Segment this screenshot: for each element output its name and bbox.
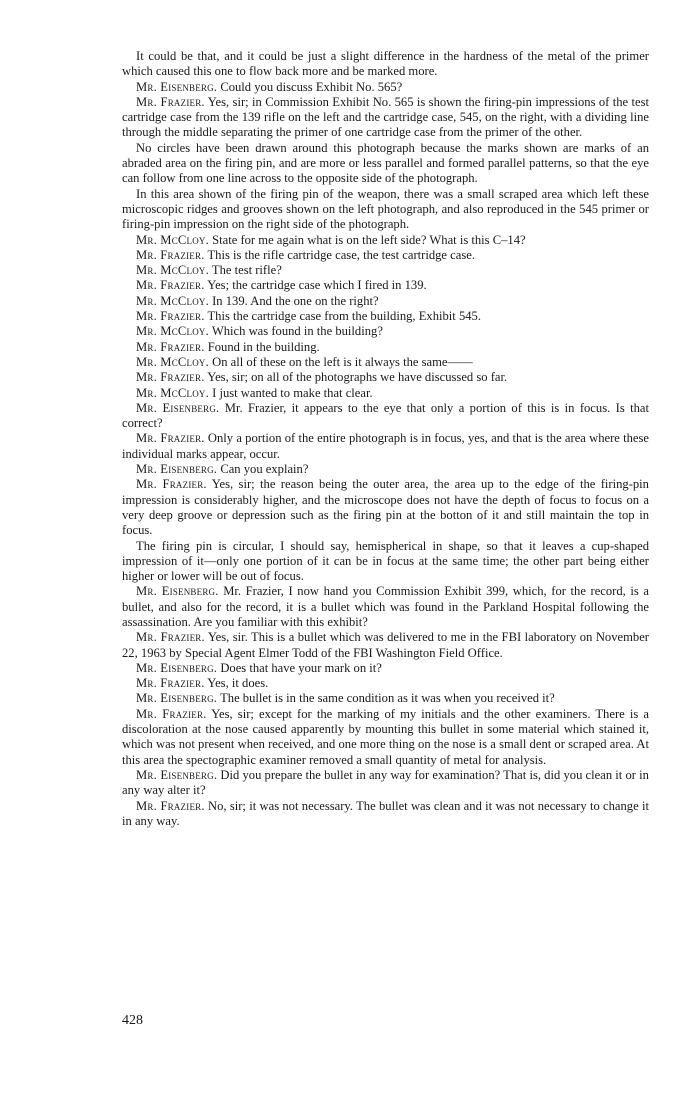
speaker-label: Mr. McCloy.: [136, 232, 209, 247]
testimony-paragraph: [122, 661, 649, 676]
testimony-paragraph: [122, 707, 649, 768]
testimony-paragraph: [122, 630, 649, 661]
speaker-label: Mr. Eisenberg.: [136, 584, 219, 599]
testimony-paragraph: [122, 95, 649, 141]
testimony-paragraph: [122, 263, 649, 278]
speaker-label: Mr. Frazier.: [136, 339, 205, 354]
speaker-label: Mr. Eisenberg.: [136, 462, 218, 477]
speaker-label: Mr. McCloy.: [136, 324, 209, 339]
paragraph-text: No, sir; it was not necessary. The bullet was clean and it was not necessary to change it in any way.: [122, 798, 649, 828]
paragraph-text: On all of these on the left is it always the same——: [212, 354, 473, 369]
paragraph-text: No circles have been drawn around this photograph because the marks shown are marks of an abraded area on the firing pin, and are more or less parallel and formed parallel patterns, so that the eye can follow from one line across to the opposite side of the photograph.: [122, 140, 649, 186]
paragraph-text: Yes, sir; in Commission Exhibit No. 565 is shown the firing-pin impressions of the test cartridge case from the 139 rifle on the left and the cartridge case, 545, on the right, with a dividing line through the middle separating the primer of one cartridge case from the primer of the other.: [122, 94, 649, 140]
testimony-paragraph: [122, 676, 649, 691]
testimony-paragraph: [122, 584, 649, 630]
testimony-paragraph: [122, 233, 649, 248]
paragraph-text: Yes, sir; on all of the photographs we have discussed so far.: [207, 370, 508, 385]
paragraph-text: Did you prepare the bullet in any way for examination? That is, did you clean it or in any way alter it?: [122, 767, 649, 798]
speaker-label: Mr. Frazier.: [136, 477, 207, 492]
paragraph-text: Only a portion of the entire photograph is in focus, yes, and that is the area where these individual marks appear, occur.: [122, 431, 649, 461]
page-number: 428: [122, 1013, 143, 1028]
speaker-label: Mr. Frazier.: [136, 630, 205, 645]
paragraph-text: This is the rifle cartridge case, the test cartridge case.: [207, 247, 475, 262]
speaker-label: Mr. Eisenberg.: [136, 79, 218, 94]
narrative-paragraph: [122, 539, 649, 585]
testimony-paragraph: [122, 278, 649, 293]
narrative-paragraph: [122, 49, 649, 80]
paragraph-text: The test rifle?: [211, 263, 282, 278]
speaker-label: Mr. Frazier.: [136, 94, 205, 109]
paragraph-text: State for me again what is on the left side? What is this C–14?: [212, 232, 526, 247]
paragraph-text: Does that have your mark on it?: [220, 660, 382, 675]
testimony-paragraph: [122, 294, 649, 309]
testimony-paragraph: [122, 431, 649, 462]
paragraph-text: Which was found in the building?: [211, 324, 383, 339]
speaker-label: Mr. Frazier.: [136, 309, 205, 324]
speaker-label: Mr. McCloy.: [136, 385, 209, 400]
paragraph-text: I just wanted to make that clear.: [212, 385, 373, 400]
paragraph-text: The firing pin is circular, I should say, hemispherical in shape, so that it leaves a cup-shaped impression of it—only one portion of it can be in focus at the same time; the other part being either higher or lower will be out of focus.: [122, 538, 649, 584]
paragraph-text: In this area shown of the firing pin of the weapon, there was a small scraped area which left these microscopic ridges and grooves shown on the left photograph, and also reproduced in the 545 primer or firing-pin impression on the right side of the photograph.: [122, 186, 649, 232]
page-body: [122, 49, 649, 829]
speaker-label: Mr. McCloy.: [136, 293, 209, 308]
testimony-paragraph: [122, 309, 649, 324]
testimony-paragraph: [122, 324, 649, 339]
paragraph-text: Yes, it does.: [207, 676, 269, 691]
paragraph-text: Yes, sir. This is a bullet which was delivered to me in the FBI laboratory on November 22, 1963 by Special Agent Elmer Todd of the FBI Washington Field Office.: [122, 630, 649, 660]
speaker-label: Mr. Frazier.: [136, 278, 205, 293]
testimony-paragraph: [122, 401, 649, 432]
speaker-label: Mr. McCloy.: [136, 354, 209, 369]
speaker-label: Mr. Frazier.: [136, 370, 205, 385]
paragraph-text: Yes, sir; the reason being the outer area, the area up to the edge of the firing-pin impression is considerably higher, and the microscope does not have the depth of focus to focus on a very deep groove or depression such as the firing pin at the botton of it and still maintain the top in focus.: [122, 477, 649, 538]
testimony-paragraph: [122, 355, 649, 370]
paragraph-text: Yes, sir; except for the marking of my initials and the other examiners. There is a discoloration at the nose caused apparently by mounting this bullet in some material which stained it, which was not present when received, and one more thing on the nose is a small dent or scraped area. At this area the spectographic examiner removed a small quantity of metal for analysis.: [122, 706, 649, 767]
paragraph-text: Can you explain?: [220, 462, 309, 477]
testimony-paragraph: [122, 248, 649, 263]
testimony-paragraph: [122, 340, 649, 355]
testimony-paragraph: [122, 80, 649, 95]
paragraph-text: The bullet is in the same condition as it was when you received it?: [220, 691, 555, 706]
paragraph-text: Mr. Frazier, it appears to the eye that only a portion of this is in focus. Is that correct?: [122, 400, 649, 431]
speaker-label: Mr. Eisenberg.: [136, 400, 220, 415]
testimony-paragraph: [122, 386, 649, 401]
testimony-paragraph: [122, 768, 649, 799]
testimony-paragraph: [122, 462, 649, 477]
speaker-label: Mr. Frazier.: [136, 676, 205, 691]
paragraph-text: Could you discuss Exhibit No. 565?: [220, 79, 403, 94]
paragraph-text: Mr. Frazier, I now hand you Commission Exhibit 399, which, for the record, is a bullet, and also for the record, it is a bullet which was found in the Parkland Hospital following the assassination. Are you familiar with this exhibit?: [122, 584, 649, 629]
speaker-label: Mr. Eisenberg.: [136, 660, 218, 675]
narrative-paragraph: [122, 141, 649, 187]
paragraph-text: It could be that, and it could be just a slight difference in the hardness of the metal of the primer which caused this one to flow back more and be marked more.: [122, 49, 649, 79]
speaker-label: Mr. McCloy.: [136, 263, 209, 278]
speaker-label: Mr. Eisenberg.: [136, 767, 218, 782]
speaker-label: Mr. Eisenberg.: [136, 691, 218, 706]
testimony-paragraph: [122, 799, 649, 830]
paragraph-text: Yes; the cartridge case which I fired in 139.: [207, 278, 427, 293]
testimony-paragraph: [122, 691, 649, 706]
paragraph-text: Found in the building.: [207, 339, 320, 354]
speaker-label: Mr. Frazier.: [136, 798, 205, 813]
speaker-label: Mr. Frazier.: [136, 431, 205, 446]
paragraph-text: In 139. And the one on the right?: [212, 293, 379, 308]
speaker-label: Mr. Frazier.: [136, 706, 207, 721]
speaker-label: Mr. Frazier.: [136, 247, 205, 262]
paragraph-text: This the cartridge case from the building, Exhibit 545.: [207, 309, 481, 324]
testimony-paragraph: [122, 370, 649, 385]
testimony-paragraph: [122, 477, 649, 538]
narrative-paragraph: [122, 187, 649, 233]
